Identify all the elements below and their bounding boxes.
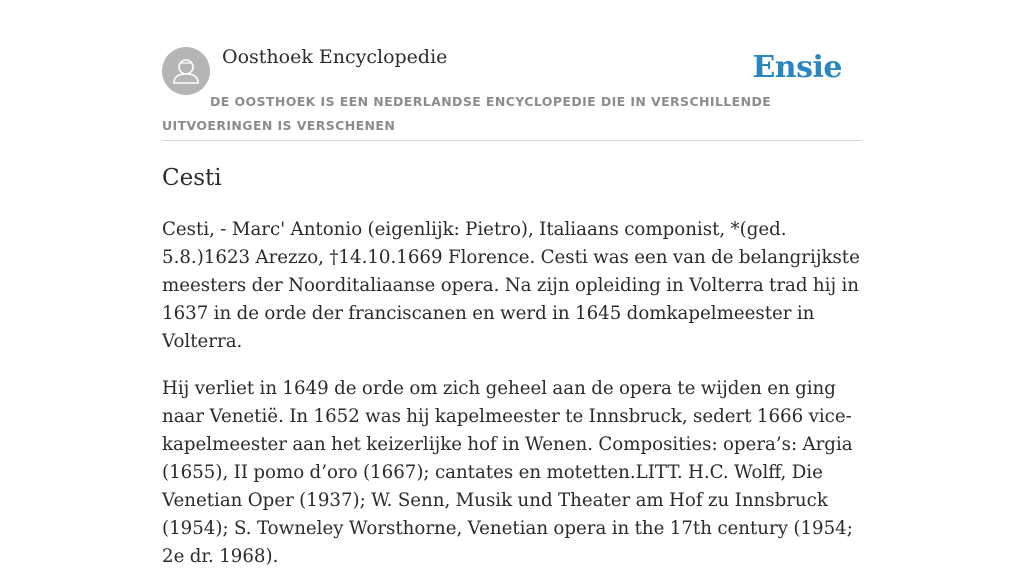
article	[162, 160, 862, 571]
site-tagline: DE OOSTHOEK IS EEN NEDERLANDSE ENCYCLOPEDIE DIE IN VERSCHILLENDE UITVOERINGEN IS VERSCHENEN	[162, 94, 772, 133]
ensie-logo-link[interactable]: Ensie	[752, 50, 842, 85]
article-paragraph: Cesti, - Marc' Antonio (eigenlijk: Pietro), Italiaans componist, *(ged. 5.8.)1623 Arezzo, †14.10.1669 Florence. Cesti was een van de belangrijkste meesters der Noorditaliaanse opera. Na zijn opleiding in Volterra trad hij in 1637 in de orde der franciscanen en werd in 1645 domkapelmeester in Volterra.	[162, 219, 860, 352]
article-title: Cesti	[162, 165, 222, 191]
site-title-link[interactable]: Oosthoek Encyclopedie	[222, 46, 448, 68]
article-paragraph: Hij verliet in 1649 de orde om zich geheel aan de opera te wijden en ging naar Venetië. In 1652 was hij kapelmeester te Innsbruck, sedert 1666 vice-kapelmeester aan het keizerlijke hof in Wenen. Composities: opera’s: Argia (1655), II pomo d’oro (1667); cantates en motetten.LITT. H.C. Wolff, Die Venetian Oper (1937); W. Senn, Musik und Theater am Hof zu Innsbruck (1954); S. Towneley Worsthorne, Venetian opera in the 17th century (1954; 2e dr. 1968).	[162, 378, 853, 567]
site-header	[162, 44, 862, 141]
user-avatar-icon[interactable]	[162, 47, 210, 95]
